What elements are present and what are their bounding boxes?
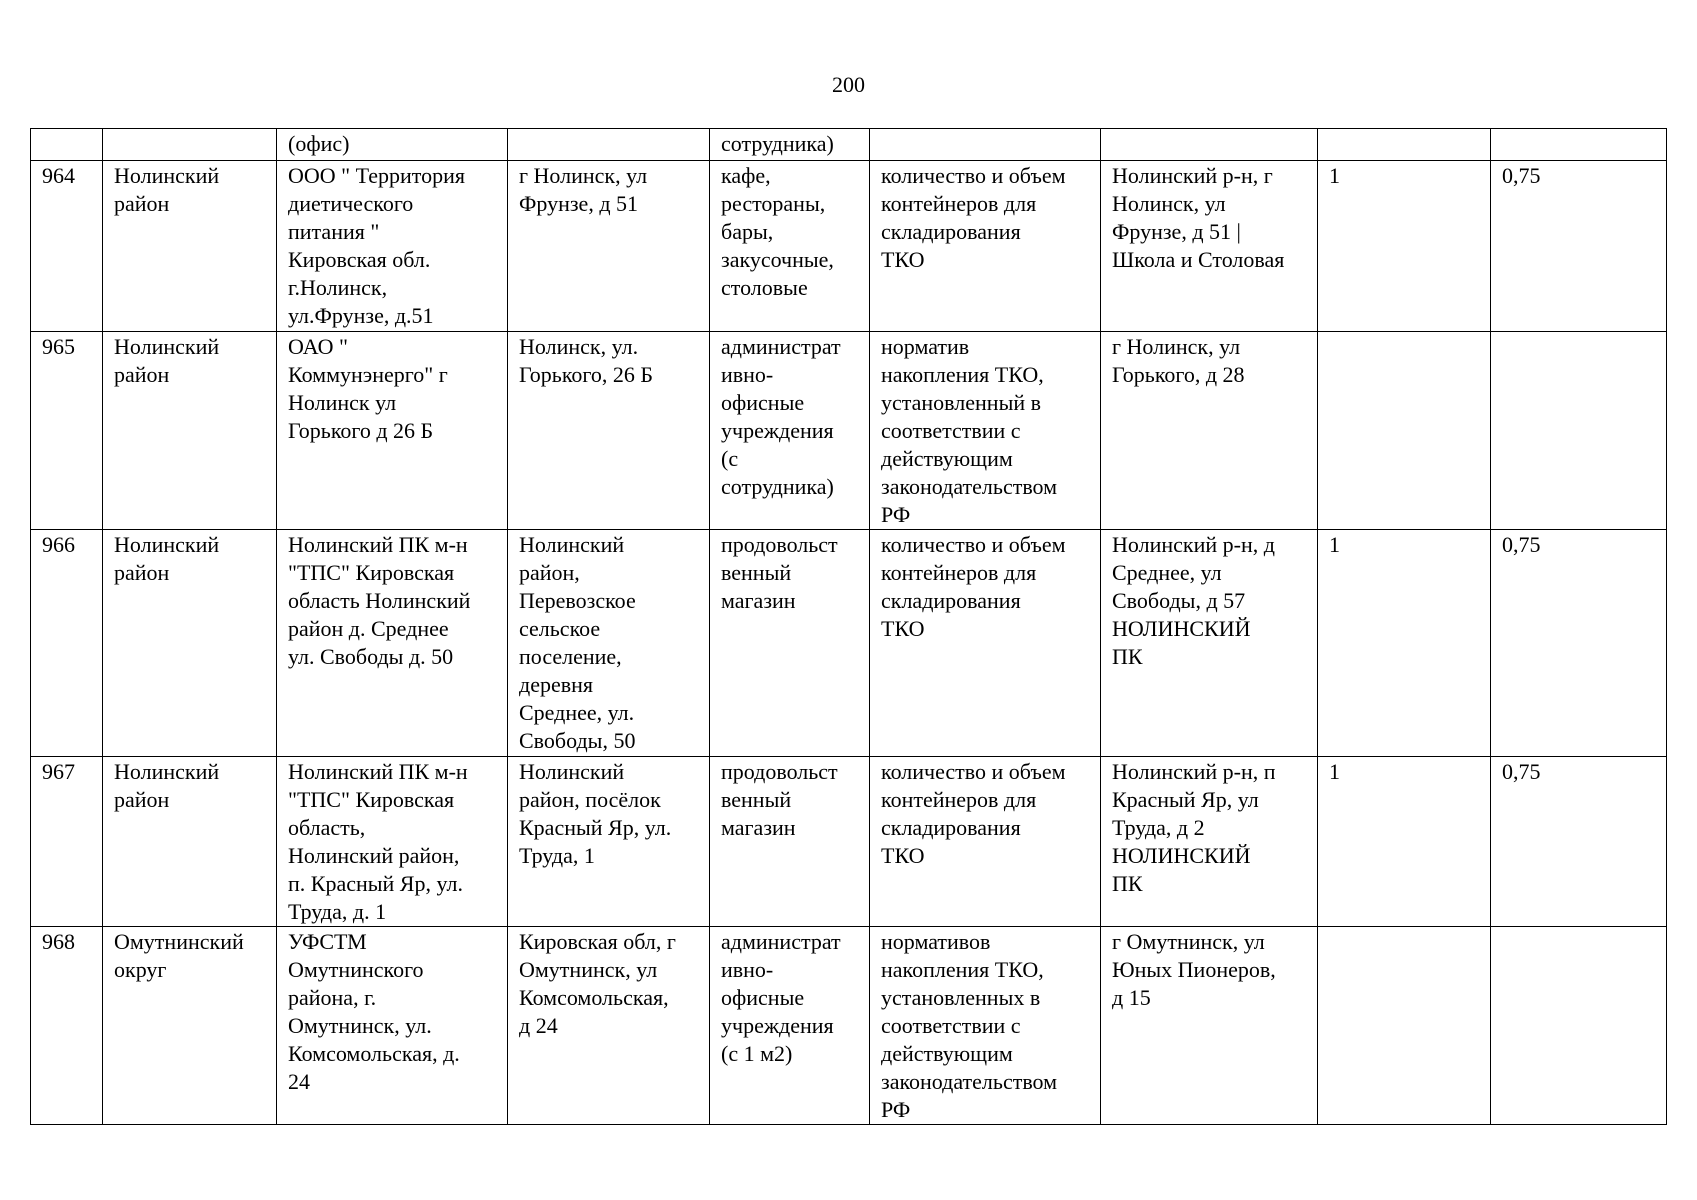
cell-category: продовольст венный магазин <box>710 530 870 757</box>
cell-organization: (офис) <box>277 129 508 161</box>
cell-containers <box>1318 129 1491 161</box>
cell-num: 967 <box>31 757 103 927</box>
cell-basis: количество и объем контейнеров для складирования ТКО <box>870 530 1101 757</box>
table-row <box>31 927 1667 1125</box>
table-row <box>31 530 1667 757</box>
cell-district <box>103 129 277 161</box>
cell-containers: 1 <box>1318 757 1491 927</box>
cell-site: г Нолинск, ул Горького, д 28 <box>1101 332 1318 530</box>
cell-district: Нолинский район <box>103 161 277 332</box>
cell-category: кафе, рестораны, бары, закусочные, столовые <box>710 161 870 332</box>
cell-category: сотрудника) <box>710 129 870 161</box>
cell-address: Нолинский район, Перевозское сельское поселение, деревня Среднее, ул. Свободы, 50 <box>508 530 710 757</box>
cell-num: 965 <box>31 332 103 530</box>
cell-basis: количество и объем контейнеров для складирования ТКО <box>870 161 1101 332</box>
cell-category: администрат ивно- офисные учреждения (с 1 м2) <box>710 927 870 1125</box>
cell-containers <box>1318 332 1491 530</box>
cell-volume: 0,75 <box>1491 161 1667 332</box>
cell-address: г Нолинск, ул Фрунзе, д 51 <box>508 161 710 332</box>
cell-address: Кировская обл, г Омутнинск, ул Комсомольская, д 24 <box>508 927 710 1125</box>
table-row-continued <box>31 129 1667 161</box>
cell-containers <box>1318 927 1491 1125</box>
cell-site: Нолинский р-н, п Красный Яр, ул Труда, д 2 НОЛИНСКИЙ ПК <box>1101 757 1318 927</box>
cell-address: Нолинск, ул. Горького, 26 Б <box>508 332 710 530</box>
cell-organization: УФСТМ Омутнинского района, г. Омутнинск, ул. Комсомольская, д. 24 <box>277 927 508 1125</box>
cell-category: продовольст венный магазин <box>710 757 870 927</box>
cell-num <box>31 129 103 161</box>
cell-num: 964 <box>31 161 103 332</box>
cell-site: Нолинский р-н, г Нолинск, ул Фрунзе, д 51 | Школа и Столовая <box>1101 161 1318 332</box>
cell-organization: Нолинский ПК м-н "ТПС" Кировская область Нолинский район д. Среднее ул. Свободы д. 50 <box>277 530 508 757</box>
table-row <box>31 161 1667 332</box>
cell-containers: 1 <box>1318 161 1491 332</box>
cell-basis <box>870 129 1101 161</box>
cell-basis: количество и объем контейнеров для складирования ТКО <box>870 757 1101 927</box>
cell-address <box>508 129 710 161</box>
cell-category: администрат ивно- офисные учреждения (с сотрудника) <box>710 332 870 530</box>
cell-volume: 0,75 <box>1491 530 1667 757</box>
cell-site: Нолинский р-н, д Среднее, ул Свободы, д 57 НОЛИНСКИЙ ПК <box>1101 530 1318 757</box>
cell-volume <box>1491 927 1667 1125</box>
cell-district: Нолинский район <box>103 332 277 530</box>
cell-organization: ООО " Территория диетического питания " Кировская обл. г.Нолинск, ул.Фрунзе, д.51 <box>277 161 508 332</box>
table-row <box>31 332 1667 530</box>
cell-address: Нолинский район, посёлок Красный Яр, ул. Труда, 1 <box>508 757 710 927</box>
cell-volume <box>1491 129 1667 161</box>
cell-basis: нормативов накопления ТКО, установленных в соответствии с действующим законодательством РФ <box>870 927 1101 1125</box>
cell-district: Нолинский район <box>103 757 277 927</box>
cell-num: 966 <box>31 530 103 757</box>
cell-site: г Омутнинск, ул Юных Пионеров, д 15 <box>1101 927 1318 1125</box>
cell-volume: 0,75 <box>1491 757 1667 927</box>
cell-organization: Нолинский ПК м-н "ТПС" Кировская область, Нолинский район, п. Красный Яр, ул. Труда, д. 1 <box>277 757 508 927</box>
cell-organization: ОАО " Коммунэнерго" г Нолинск ул Горького д 26 Б <box>277 332 508 530</box>
cell-volume <box>1491 332 1667 530</box>
registry-table <box>30 128 1667 1125</box>
cell-site <box>1101 129 1318 161</box>
cell-district: Нолинский район <box>103 530 277 757</box>
page-number: 200 <box>832 72 865 97</box>
cell-containers: 1 <box>1318 530 1491 757</box>
cell-num: 968 <box>31 927 103 1125</box>
table-row <box>31 757 1667 927</box>
cell-district: Омутнинский округ <box>103 927 277 1125</box>
cell-basis: норматив накопления ТКО, установленный в соответствии с действующим законодательством РФ <box>870 332 1101 530</box>
